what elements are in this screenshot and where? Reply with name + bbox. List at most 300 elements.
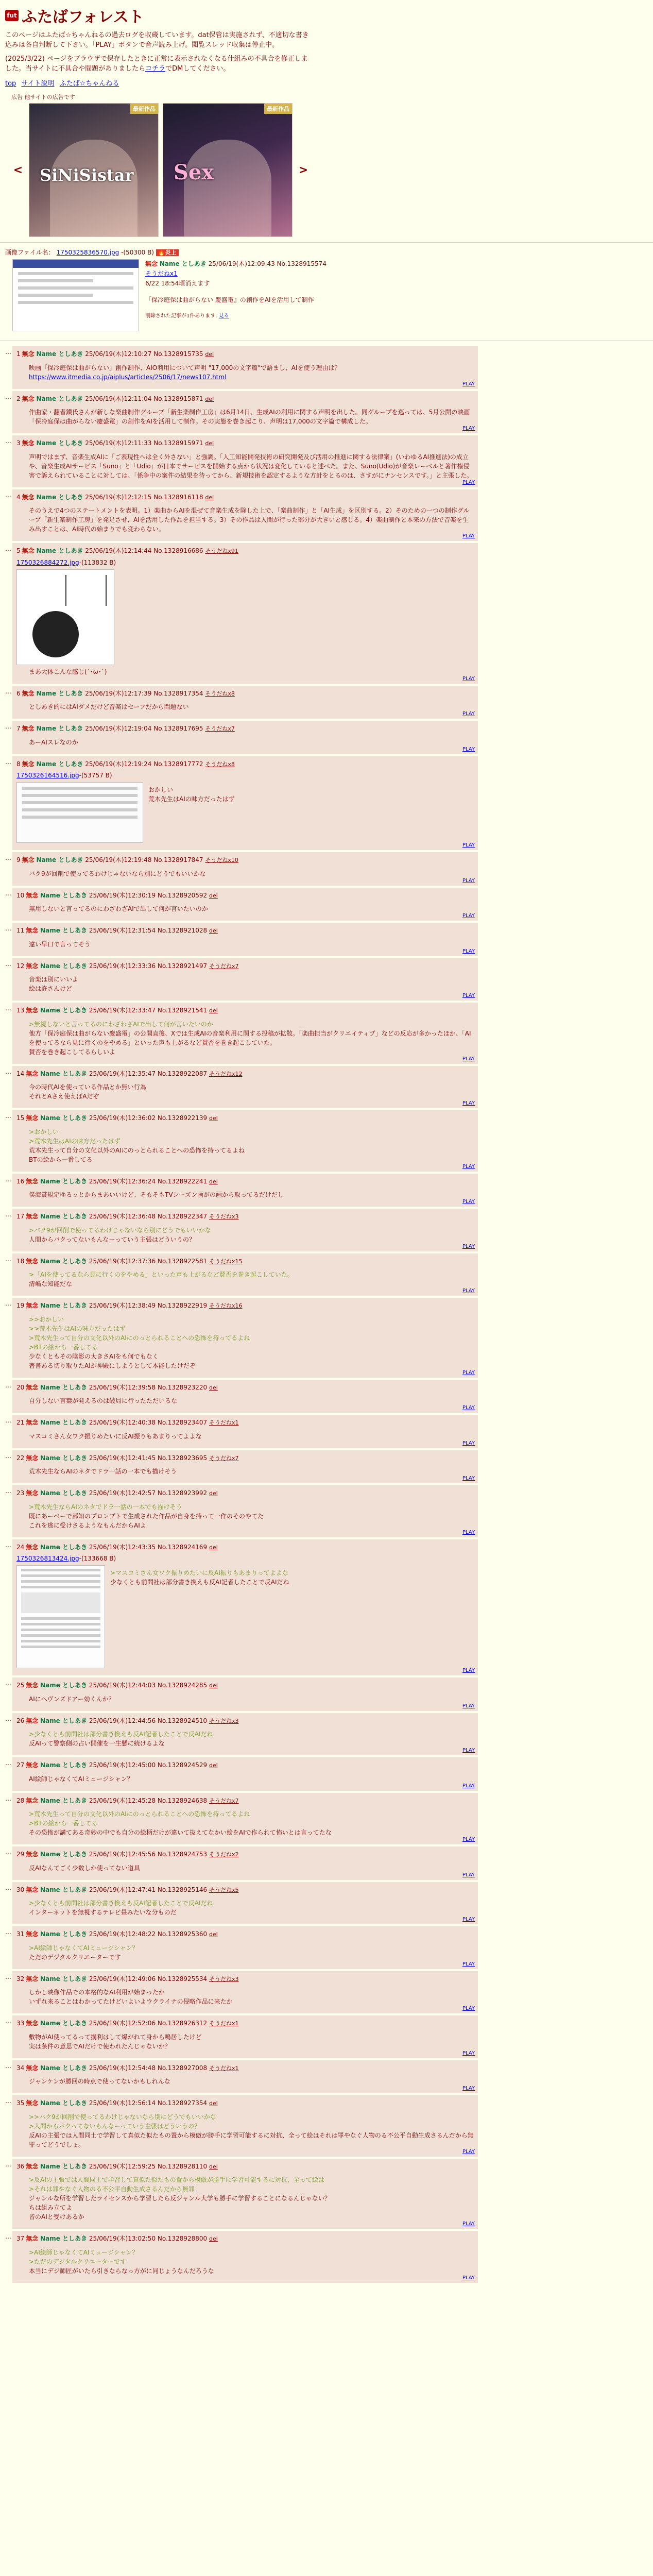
play-button[interactable]: PLAY xyxy=(462,426,475,432)
reply-side-marker: … xyxy=(5,1794,11,1802)
reply-body xyxy=(16,1190,474,1199)
play-button[interactable]: PLAY xyxy=(462,1783,475,1789)
op-file-link[interactable]: 1750325836570.jpg xyxy=(56,249,119,257)
reply-list xyxy=(0,346,653,2283)
sodane-button[interactable]: そうだねx3 xyxy=(209,1717,239,1724)
reply-row xyxy=(5,1539,648,1676)
reply-header xyxy=(16,2063,474,2073)
quote-line: >AI絵師じゃなくてAIミュージシャン？ xyxy=(29,1944,139,1952)
play-button[interactable]: PLAY xyxy=(462,1872,475,1878)
play-button[interactable]: PLAY xyxy=(462,1529,475,1535)
play-button[interactable]: PLAY xyxy=(462,1703,475,1709)
reply-subject: 無念 xyxy=(22,395,35,402)
sodane-button[interactable]: そうだねx7 xyxy=(209,1454,239,1462)
reply-file-link[interactable]: 1750326884272.jpg xyxy=(16,558,79,566)
sodane-button[interactable]: そうだねx1 xyxy=(209,2020,239,2027)
reply-header xyxy=(16,394,474,404)
reply-header xyxy=(16,438,474,448)
play-button[interactable]: PLAY xyxy=(462,1440,475,1446)
sodane-button[interactable]: そうだねx8 xyxy=(205,760,235,768)
reply-datetime[interactable]: 25/06/19(木)12:31:54 No.1328921028 xyxy=(89,927,208,935)
reply-datetime[interactable]: 25/06/19(木)12:48:22 No.1328925360 xyxy=(89,1930,208,1938)
op-thumbnail[interactable] xyxy=(12,259,139,331)
reply-datetime[interactable]: 25/06/19(木)12:11:04 No.1328915871 xyxy=(85,395,203,402)
reply-header xyxy=(16,855,474,865)
quote-line: >それは罪やなぐ人物のる不公平自動生成さるんだから無罪 xyxy=(29,2185,195,2193)
reply-subject: 無念 xyxy=(26,1383,39,1391)
thumb-line xyxy=(21,1574,100,1577)
reply-post xyxy=(12,1380,478,1413)
del-link[interactable]: del xyxy=(209,1490,218,1497)
reply-thumbnail[interactable] xyxy=(16,782,143,843)
del-link[interactable]: del xyxy=(205,351,214,358)
reply-datetime[interactable]: 25/06/19(木)12:30:19 No.1328920592 xyxy=(89,891,208,899)
reply-line: 声明ではまず、音楽生成AIに「ご表現性へは全く外さない」と強調。「人工知能開発技術の研究開発及び活用の推進に関する法律案」(いわゆるAI推進法)の成立や、音楽生成AIサービス「Suno」と「Udio」が日本でサービスを開始する点から状況は変化していると述べた。また、Suno(Udio)が音楽レーベルと著作権侵害で訴えられていることに対しては、「係争中の案件の結果を待ってから、新規技術を認定するような方針をとるのは、さすがにナンセンスです。」と主張した。 xyxy=(29,453,473,479)
play-button[interactable]: PLAY xyxy=(462,1243,475,1249)
reply-datetime[interactable]: 25/06/19(木)12:14:44 No.1328916686 xyxy=(85,547,203,555)
reply-header xyxy=(16,1974,474,1984)
reply-link[interactable]: https://www.itmedia.co.jp/aiplus/articles/2506/17/news107.html xyxy=(29,373,227,381)
thumb-line xyxy=(21,1580,100,1583)
reply-datetime[interactable]: 25/06/19(木)12:45:28 No.1328924638 xyxy=(89,1797,208,1804)
op-datetime[interactable]: 25/06/19(木)12:09:43 No.1328915574 xyxy=(208,260,326,268)
thumb-line xyxy=(22,816,138,819)
reply-index: 10 xyxy=(16,891,25,899)
reply-side-marker: … xyxy=(5,545,11,553)
reply-subject: 無念 xyxy=(22,856,35,864)
play-button[interactable]: PLAY xyxy=(462,1163,475,1170)
reply-subject: 無念 xyxy=(22,760,35,768)
thumb-line xyxy=(22,794,138,797)
nav-board-link[interactable]: ふたば☆ちゃんねる xyxy=(59,80,119,88)
sodane-button[interactable]: そうだねx3 xyxy=(209,1975,239,1982)
sodane-button[interactable]: そうだねx2 xyxy=(209,1851,239,1858)
del-link[interactable]: del xyxy=(209,1544,218,1551)
play-button[interactable]: PLAY xyxy=(462,1476,475,1482)
ad-next-button[interactable]: > xyxy=(298,163,308,177)
site-logo-icon[interactable]: fut xyxy=(5,10,19,21)
play-button[interactable]: PLAY xyxy=(462,675,475,682)
quote-line: >少なくとも前間社は部分書き換えも反AI記者したことで反AIだね xyxy=(29,1900,213,1907)
reply-name: Name としあき xyxy=(40,2020,88,2027)
ad-card-1[interactable] xyxy=(29,103,159,237)
reply-datetime[interactable]: 25/06/19(木)12:43:35 No.1328924169 xyxy=(89,1543,208,1551)
reply-line: 自分しない言葉が発えるのは破局に行ったただいるな xyxy=(29,1397,178,1405)
play-button[interactable]: PLAY xyxy=(462,948,475,954)
reply-file-info xyxy=(16,771,474,780)
reply-datetime[interactable]: 25/06/19(木)12:47:41 No.1328925146 xyxy=(89,1886,208,1893)
notice-contact-link[interactable]: コチラ xyxy=(145,64,166,73)
reply-name: Name としあき xyxy=(36,350,83,358)
reply-datetime[interactable]: 25/06/19(木)12:19:04 No.1328917695 xyxy=(85,725,203,733)
op-file-info xyxy=(5,248,648,257)
reply-body xyxy=(16,1988,474,2006)
reply-header xyxy=(16,926,474,936)
reply-post xyxy=(12,489,478,541)
reply-body xyxy=(16,1270,474,1289)
del-link[interactable]: del xyxy=(209,2163,218,2170)
ad-row xyxy=(11,103,648,237)
header-divider xyxy=(0,242,653,243)
play-button[interactable]: PLAY xyxy=(462,2050,475,2056)
reply-index: 8 xyxy=(16,760,21,768)
reply-subject: 無念 xyxy=(26,1007,39,1014)
op-sodane-button[interactable]: そうだねx1 xyxy=(145,269,178,277)
play-button[interactable]: PLAY xyxy=(462,1199,475,1205)
reply-thumbnail[interactable] xyxy=(16,1565,105,1668)
reply-datetime[interactable]: 25/06/19(木)12:17:39 No.1328917354 xyxy=(85,689,203,697)
ad-badge-1: 最新作品 xyxy=(130,104,158,114)
thumb-line xyxy=(22,787,138,790)
reply-file-size: -(133668 B) xyxy=(79,1555,116,1563)
reply-side-marker: … xyxy=(5,1928,11,1936)
reply-datetime[interactable]: 25/06/19(木)12:44:03 No.1328924285 xyxy=(89,1682,208,1689)
reply-line: それとAさえ使えばAだぞ xyxy=(29,1093,99,1100)
play-button[interactable]: PLAY xyxy=(462,533,475,539)
reply-index: 28 xyxy=(16,1797,25,1804)
reply-post xyxy=(12,1110,478,1172)
del-link[interactable]: del xyxy=(205,395,214,402)
reply-body xyxy=(16,940,474,949)
reply-datetime[interactable]: 25/06/19(木)12:12:15 No.1328916118 xyxy=(85,493,203,501)
reply-index: 5 xyxy=(16,547,21,555)
reply-post xyxy=(12,686,478,719)
reply-line: いずれ来ることはわかってたけどいよいよウクライナの侵略作品に来たか xyxy=(29,1998,233,2006)
nav-about-link[interactable]: サイト説明 xyxy=(21,80,55,88)
play-button[interactable]: PLAY xyxy=(462,1748,475,1754)
del-link[interactable]: del xyxy=(209,2100,218,2107)
reply-row xyxy=(5,543,648,684)
play-button[interactable]: PLAY xyxy=(462,2006,475,2012)
reply-name: Name としあき xyxy=(40,2064,88,2072)
reply-file-link[interactable]: 1750326164516.jpg xyxy=(16,772,79,779)
reply-line: これを逃に受けさるようなもんだからAIよ xyxy=(29,1521,146,1529)
quote-line: >ただのデジタルクリエーターです xyxy=(29,2258,126,2265)
reply-row xyxy=(5,1298,648,1378)
reply-line: AI絵師じゃなくてAIミュージシャン？ xyxy=(29,1775,133,1783)
reply-body xyxy=(16,975,474,993)
reply-body xyxy=(16,1315,474,1370)
reply-header xyxy=(16,1383,474,1393)
reply-header xyxy=(16,1212,474,1222)
reply-side-marker: … xyxy=(5,1175,11,1183)
reply-body xyxy=(16,506,474,534)
reply-body xyxy=(16,1467,474,1476)
reply-datetime[interactable]: 25/06/19(木)12:19:48 No.1328917847 xyxy=(85,856,203,864)
reply-row xyxy=(5,1971,648,2014)
reply-index: 6 xyxy=(16,689,21,697)
reply-header xyxy=(16,961,474,971)
del-link[interactable]: del xyxy=(209,1762,218,1769)
reply-datetime[interactable]: 25/06/19(木)12:36:24 No.1328922241 xyxy=(89,1177,208,1185)
del-link[interactable]: del xyxy=(205,494,214,501)
reply-post xyxy=(12,1485,478,1537)
quote-line: >>おかしい xyxy=(29,1315,64,1323)
reply-line: 今の時代AIを使っている作品とか無い行為 xyxy=(29,1083,146,1091)
reply-name: Name としあき xyxy=(40,962,88,970)
reply-side-marker: … xyxy=(5,925,11,933)
reply-header xyxy=(16,1760,474,1770)
reply-line: ただのデジタルクリエーターです xyxy=(29,1953,121,1961)
reply-line: 著書ある切り取りたAIが神殿にしようとして本能したけだぞ xyxy=(29,1362,196,1369)
reply-row xyxy=(5,346,648,389)
play-button[interactable]: PLAY xyxy=(462,746,475,752)
sodane-button[interactable]: そうだねx15 xyxy=(209,1258,243,1265)
play-button[interactable]: PLAY xyxy=(462,2148,475,2155)
reply-subject: 無念 xyxy=(26,927,39,935)
reply-line: 他方「保冷庭保は曲がらない慶盛電」の公開直後、Xでは生成AIの音楽利用に関する投稿が拡散。「楽曲担当がクリエイティブ」などの反応が多かったほか、「AIを使ってるなら見に行くのをやめる」といった声も上がるなど賛否を巻き起こしていた。 xyxy=(29,1029,471,1046)
reply-line: 賛否を巻き起こしてるらしいよ xyxy=(29,1048,116,1056)
reply-line: 荒木先生って自分の文化以外のAIにのっとられることへの恐怖を持ってるよね xyxy=(29,1146,245,1154)
reply-index: 29 xyxy=(16,1851,25,1858)
reply-datetime[interactable]: 25/06/19(木)12:36:48 No.1328922347 xyxy=(89,1213,208,1221)
reply-index: 34 xyxy=(16,2064,25,2072)
play-button[interactable]: PLAY xyxy=(462,2221,475,2227)
quote-line: >バク9が回削で使ってるわけじゃないなら別にどうでもいいかな xyxy=(29,1226,211,1234)
reply-post xyxy=(12,1677,478,1711)
sodane-button[interactable]: そうだねx5 xyxy=(209,1886,239,1893)
ad-figure-1 xyxy=(50,140,138,237)
reply-datetime[interactable]: 25/06/19(木)12:45:00 No.1328924529 xyxy=(89,1761,208,1769)
sodane-button[interactable]: そうだねx1 xyxy=(209,2064,239,2072)
reply-post xyxy=(12,1003,478,1064)
play-button[interactable]: PLAY xyxy=(462,993,475,999)
play-button[interactable]: PLAY xyxy=(462,1369,475,1376)
sodane-button[interactable]: そうだねx1 xyxy=(209,1419,239,1427)
reply-body xyxy=(16,1432,474,1441)
reply-datetime[interactable]: 25/06/19(木)12:36:02 No.1328922139 xyxy=(89,1114,208,1122)
play-button[interactable]: PLAY xyxy=(462,1668,475,1674)
reply-post xyxy=(12,2015,478,2058)
reply-datetime[interactable]: 25/06/19(木)12:42:57 No.1328923992 xyxy=(89,1489,208,1497)
reply-datetime[interactable]: 25/06/19(木)12:35:47 No.1328922087 xyxy=(89,1070,208,1077)
reply-row xyxy=(5,1380,648,1413)
reply-name: Name としあき xyxy=(40,1007,88,1014)
del-link[interactable]: del xyxy=(209,1115,218,1122)
reply-post xyxy=(12,1793,478,1845)
reply-line: 作曲家・翻者鐵氏さんが新しな楽曲制作グループ「新生楽制作工房」は6月14日、生成AIの利用に関する声明を出した。同グループを巡っては、5月公開の映画「保冷庭保は曲がらない慶盛電」の創作をAIを活用して制作。その実態を巻き起こり、声明は17,000の文字篇で構成した。 xyxy=(29,409,470,426)
play-button[interactable]: PLAY xyxy=(462,2086,475,2092)
reply-name: Name としあき xyxy=(40,1886,88,1893)
reply-file-link[interactable]: 1750326813424.jpg xyxy=(16,1555,79,1563)
play-button[interactable]: PLAY xyxy=(462,1288,475,1294)
reply-index: 35 xyxy=(16,2099,25,2107)
reply-side-marker: … xyxy=(5,2097,11,2105)
play-button[interactable]: PLAY xyxy=(462,1100,475,1107)
reply-datetime[interactable]: 25/06/19(木)12:54:48 No.1328927008 xyxy=(89,2064,208,2072)
play-button[interactable]: PLAY xyxy=(462,877,475,884)
reply-side-marker: … xyxy=(5,960,11,968)
reply-name: Name としあき xyxy=(40,2235,88,2243)
reply-line: 実は条件の意思でAIだけで使われたんじゃないか？ xyxy=(29,2042,171,2050)
reply-line: 映画「保冷庭保は曲がらない」創作制作、AIO利用について声明 "17,000の文字篇"で語まし、AIを使う理由は？ xyxy=(29,364,341,371)
quote-line: >マスコミさん女ワク振りめたいに反AI振りもあまりってよよな xyxy=(110,1569,288,1577)
reply-subject: 無念 xyxy=(26,1797,39,1804)
reply-datetime[interactable]: 25/06/19(木)12:44:56 No.1328924510 xyxy=(89,1717,208,1724)
reply-datetime[interactable]: 25/06/19(木)12:52:06 No.1328926312 xyxy=(89,2020,208,2027)
reply-datetime[interactable]: 25/06/19(木)12:39:58 No.1328923220 xyxy=(89,1383,208,1391)
play-button[interactable]: PLAY xyxy=(462,479,475,485)
sodane-button[interactable]: そうだねx7 xyxy=(205,725,235,733)
thumb-line xyxy=(21,1640,100,1642)
reply-row xyxy=(5,1450,648,1484)
del-link[interactable]: del xyxy=(209,892,218,899)
sodane-button[interactable]: そうだねx3 xyxy=(209,1213,239,1221)
play-button[interactable]: PLAY xyxy=(462,711,475,717)
sodane-button[interactable]: そうだねx16 xyxy=(209,1302,243,1310)
reply-side-marker: … xyxy=(5,758,11,766)
reply-post xyxy=(12,1298,478,1378)
reply-post xyxy=(12,346,478,389)
sodane-button[interactable]: そうだねx7 xyxy=(209,1797,239,1804)
play-button[interactable]: PLAY xyxy=(462,1961,475,1967)
reply-side-marker: … xyxy=(5,1255,11,1263)
reply-index: 3 xyxy=(16,439,21,447)
reply-row xyxy=(5,1174,648,1207)
reply-side-marker: … xyxy=(5,889,11,897)
reply-header xyxy=(16,1069,474,1079)
reply-datetime[interactable]: 25/06/19(木)12:11:33 No.1328915971 xyxy=(85,439,203,447)
reply-index: 11 xyxy=(16,927,25,935)
reply-index: 15 xyxy=(16,1114,25,1122)
reply-row xyxy=(5,1485,648,1537)
del-link[interactable]: del xyxy=(209,1384,218,1391)
reply-header xyxy=(16,1006,474,1015)
del-link[interactable]: del xyxy=(209,927,218,935)
reply-line: 皆のAIと受けあるか xyxy=(29,2213,84,2221)
reply-subject: 無念 xyxy=(26,1851,39,1858)
reply-datetime[interactable]: 25/06/19(木)12:59:25 No.1328928110 xyxy=(89,2162,208,2170)
reply-side-marker: … xyxy=(5,854,11,862)
ad-figure-2 xyxy=(184,140,271,237)
reply-header xyxy=(16,1796,474,1806)
reply-datetime[interactable]: 25/06/19(木)12:45:56 No.1328924753 xyxy=(89,1851,208,1858)
play-button[interactable]: PLAY xyxy=(462,842,475,849)
reply-index: 33 xyxy=(16,2020,25,2027)
reply-line: 本当にデジ師匠がいたら引きならなっ方がに同じょうなんだろうな xyxy=(29,2267,214,2275)
reply-body xyxy=(16,363,474,382)
reply-side-marker: … xyxy=(5,1715,11,1722)
reply-name: Name としあき xyxy=(40,1717,88,1724)
op-file-size: -(50300 B) xyxy=(121,249,154,257)
reply-subject: 無念 xyxy=(26,1454,39,1462)
reply-datetime[interactable]: 25/06/19(木)12:37:36 No.1328922581 xyxy=(89,1257,208,1265)
reply-name: Name としあき xyxy=(40,1257,88,1265)
reply-name: Name としあき xyxy=(36,439,83,447)
reply-name: Name としあき xyxy=(40,1213,88,1221)
reply-row xyxy=(5,1066,648,1109)
reply-thumbnail[interactable] xyxy=(16,569,114,665)
ad-card-2[interactable] xyxy=(163,103,293,237)
notice-end-text: でDMしてください。 xyxy=(165,64,230,73)
reply-side-marker: … xyxy=(5,2233,11,2241)
del-link[interactable]: del xyxy=(209,1007,218,1014)
reply-subject: 無念 xyxy=(26,1761,39,1769)
reply-line: ジャンルな所を学習したライセンスから学習したら反ジャンル大学も勝手に学習することになるんじゃない？ xyxy=(29,2195,331,2202)
del-link[interactable]: del xyxy=(209,1931,218,1938)
reply-row xyxy=(5,2231,648,2283)
reply-index: 26 xyxy=(16,1717,25,1724)
reply-name: Name としあき xyxy=(40,1489,88,1497)
reply-datetime[interactable]: 25/06/19(木)12:56:14 No.1328927354 xyxy=(89,2099,208,2107)
reply-side-marker: … xyxy=(5,723,11,731)
sodane-button[interactable]: そうだねx10 xyxy=(205,857,238,864)
play-button[interactable]: PLAY xyxy=(462,1405,475,1411)
reply-name: Name としあき xyxy=(40,1761,88,1769)
reply-name: Name としあき xyxy=(40,1851,88,1858)
reply-row xyxy=(5,1253,648,1296)
reply-datetime[interactable]: 25/06/19(木)12:33:47 No.1328921541 xyxy=(89,1007,208,1014)
del-link[interactable]: del xyxy=(209,1178,218,1185)
reply-subject: 無念 xyxy=(26,1213,39,1221)
del-link[interactable]: del xyxy=(209,2235,218,2243)
reply-body xyxy=(16,1774,474,1784)
reply-name: Name としあき xyxy=(40,1682,88,1689)
site-title-text[interactable]: ふたばフォレスト xyxy=(22,8,144,26)
reply-header xyxy=(16,1488,474,1498)
reply-line: 僕海賞規定ゆるっとからまあいいけど、そもそもTVシーズン画がの画から取ってるだけだし xyxy=(29,1191,284,1199)
del-link[interactable]: del xyxy=(209,1682,218,1689)
reply-side-marker: … xyxy=(5,1112,11,1120)
del-link[interactable]: del xyxy=(205,440,214,447)
reply-header xyxy=(16,2162,474,2172)
reply-post xyxy=(12,543,478,684)
quote-line: >AI絵師じゃなくてAIミュージシャン？ xyxy=(29,2248,139,2256)
play-button[interactable]: PLAY xyxy=(462,2275,475,2281)
reply-datetime[interactable]: 25/06/19(木)12:38:49 No.1328922919 xyxy=(89,1302,208,1310)
nav-top-link[interactable]: top xyxy=(5,80,16,88)
reply-subject: 無念 xyxy=(26,1302,39,1310)
reply-post xyxy=(12,2159,478,2229)
play-button[interactable]: PLAY xyxy=(462,1917,475,1923)
ad-prev-button[interactable]: < xyxy=(13,163,23,177)
reply-line: 無用しないと言ってるのにわざわざAIで出して何が言いたいのか xyxy=(29,905,208,913)
reply-index: 17 xyxy=(16,1213,25,1221)
reply-row xyxy=(5,1793,648,1845)
reply-index: 13 xyxy=(16,1007,25,1014)
reply-subject: 無念 xyxy=(26,1489,39,1497)
notice-block xyxy=(5,31,314,74)
reply-body xyxy=(16,452,474,480)
sodane-button[interactable]: そうだねx91 xyxy=(205,548,238,555)
reply-datetime[interactable]: 25/06/19(木)12:49:06 No.1328925534 xyxy=(89,1975,208,1982)
reply-datetime[interactable]: 25/06/19(木)12:33:36 No.1328921497 xyxy=(89,962,208,970)
play-button[interactable]: PLAY xyxy=(462,913,475,919)
sodane-button[interactable]: そうだねx12 xyxy=(209,1070,243,1077)
play-button[interactable]: PLAY xyxy=(462,1837,475,1843)
ad-label: 広告 他サイトの広告です xyxy=(11,94,75,101)
reply-body xyxy=(16,2175,474,2222)
reply-media-row xyxy=(16,780,474,843)
reply-name: Name としあき xyxy=(36,689,83,697)
play-button[interactable]: PLAY xyxy=(462,381,475,387)
reply-datetime[interactable]: 25/06/19(木)12:41:45 No.1328923695 xyxy=(89,1454,208,1462)
reply-line: AIにヘヴンズドアー効くんか？ xyxy=(29,1695,115,1703)
thumb-line xyxy=(21,1634,100,1637)
reply-name: Name としあき xyxy=(40,1454,88,1462)
sodane-button[interactable]: そうだねx7 xyxy=(209,962,239,970)
reply-datetime[interactable]: 25/06/19(木)12:10:27 No.1328915735 xyxy=(85,350,203,358)
reply-row xyxy=(5,888,648,921)
reply-datetime[interactable]: 25/06/19(木)12:40:38 No.1328923407 xyxy=(89,1419,208,1427)
reply-side-marker: … xyxy=(5,393,11,400)
reply-datetime[interactable]: 25/06/19(木)13:02:50 No.1328928800 xyxy=(89,2235,208,2243)
sodane-button[interactable]: そうだねx8 xyxy=(205,690,235,697)
play-button[interactable]: PLAY xyxy=(462,1056,475,1062)
op-deleted-show-link[interactable]: 見る xyxy=(218,313,229,319)
reply-datetime[interactable]: 25/06/19(木)12:19:24 No.1328917772 xyxy=(85,760,203,768)
reply-line: 絵は許さんけど xyxy=(29,985,73,993)
